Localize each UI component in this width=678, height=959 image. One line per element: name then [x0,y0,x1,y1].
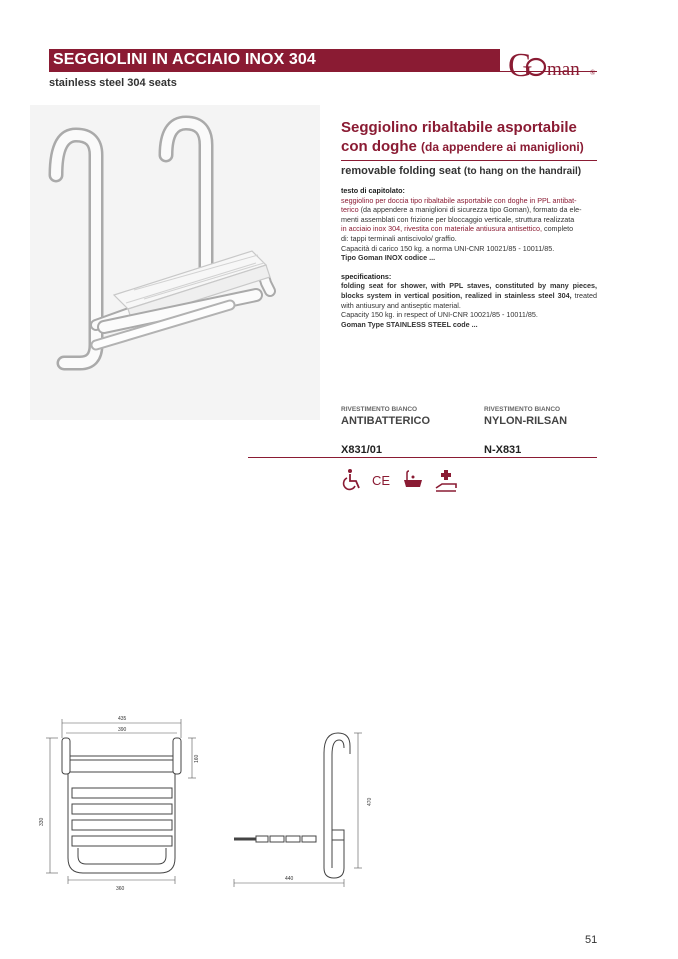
bath-icon [401,468,425,492]
desc-it-line7: Tipo Goman INOX codice ... [341,253,436,263]
desc-en-line3: Goman Type STAINLESS STEEL code ... [341,319,478,329]
variant-1-name: ANTIBATTERICO [341,415,431,427]
variant-1-code: X831/01 [341,444,382,456]
desc-en-body [341,281,597,310]
variant-2-code: N-X831 [484,444,522,456]
dim-435: 435 [118,716,127,722]
desc-it-line3: menti assemblati con frizione per bloccaggio verticale, struttura realizzata [341,214,575,224]
logo-man: man [547,59,580,80]
page-number: 51 [585,934,598,946]
logo-registered: ® [590,69,596,77]
variant-1-label: RIVESTIMENTO BIANCO [341,406,418,413]
desc-it-line4-red: in acciaio inox 304, rivestita con materiale antiusura antisettico, [341,224,542,234]
dim-470: 470 [367,797,373,806]
desc-it-line2-red: terico [341,205,359,215]
dim-390: 390 [118,727,127,733]
section-title: SEGGIOLINI IN ACCIAIO INOX 304 [49,49,500,71]
dim-360: 360 [116,886,125,892]
desc-it-line5: di: tappi terminali antiscivolo/ graffio. [341,233,457,243]
product-photo [30,105,320,420]
product-title-line2 [341,137,601,157]
desc-it-line6: Capacità di carico 150 kg. a norma UNI-CNR 10021/85 - 10011/85. [341,243,555,253]
code-rule [248,457,597,458]
product-description [341,186,597,329]
product-subtitle [341,165,581,177]
variant-2-name: NYLON-RILSAN [484,415,568,427]
wheelchair-icon [341,468,363,492]
product-title-line1: Seggiolino ribaltabile asportabile [341,119,577,136]
svg-text:CE: CE [372,473,391,488]
section-subtitle: stainless steel 304 seats [49,77,177,89]
product-subtitle-bold: removable folding seat [341,165,461,177]
product-title-line2-small: (da appendere ai maniglioni) [421,140,584,154]
desc-en-line2: Capacity 150 kg. in respect of UNI-CNR 10021/85 - 10011/85. [341,310,538,320]
variant-2-label: RIVESTIMENTO BIANCO [484,406,561,413]
desc-it-heading: testo di capitolato: [341,186,405,195]
ce-mark-icon [371,468,393,492]
dim-160: 160 [194,754,200,763]
desc-it-line2-rest: (da appendere a maniglioni di sicurezza tipo Goman), formato da ele- [360,205,582,215]
technical-drawing [38,708,398,898]
product-title [341,118,601,157]
certification-icons [341,468,459,494]
goman-logo [506,42,601,86]
desc-it-line4-rest: completo [543,224,574,234]
desc-en-heading: specifications: [341,271,392,281]
desc-en-rest: treated with antiusury and antiseptic material. [341,290,597,310]
product-title-rule [341,160,597,161]
desc-it-line1: seggiolino per doccia tipo ribaltabile asportabile con doghe in PPL antibat- [341,195,577,205]
desc-en-bold: folding seat for shower, with PPL staves, constituted by many pieces, blocks system in vertical position, realized in stainless steel 304, [341,281,597,300]
dim-330: 330 [39,817,45,826]
logo-g: G [508,47,533,84]
product-title-line2-main: con doghe [341,138,417,155]
product-subtitle-small: (to hang on the handrail) [463,166,582,177]
desc-it-line4 [341,224,597,234]
medical-bed-icon [433,468,459,494]
desc-it-line2 [341,205,597,215]
dim-440: 440 [285,876,294,882]
